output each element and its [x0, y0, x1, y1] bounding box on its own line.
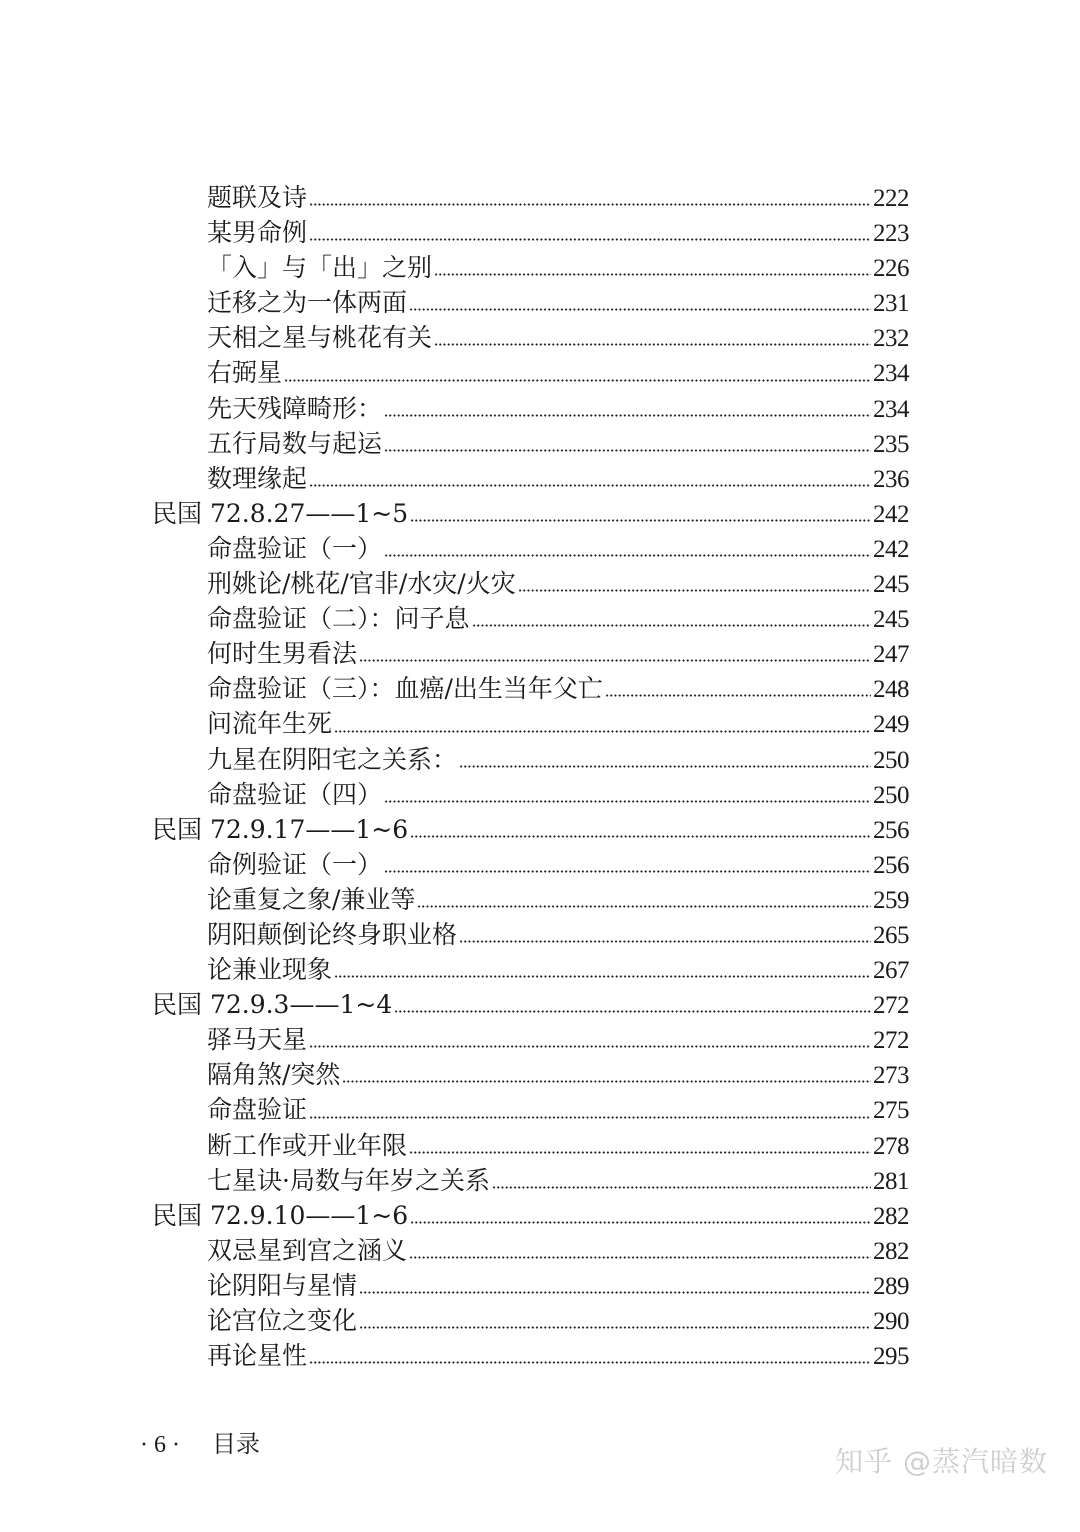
toc-entry: [152, 1092, 909, 1127]
toc-entry-page: 290: [873, 1308, 909, 1335]
toc-entry-title: 民国 72.9.3——1~4: [152, 990, 393, 1020]
toc-entry-title: 命盘验证（四）: [207, 779, 383, 809]
toc-entry-title: 论阴阳与星情: [207, 1270, 358, 1300]
footer-section-title: 目录: [211, 1430, 260, 1458]
toc-entry-page: 236: [873, 465, 909, 493]
toc-entry-page: 272: [873, 1027, 909, 1055]
toc-dot-leader: [384, 449, 871, 452]
toc-entry-page: 234: [873, 395, 909, 423]
toc-entry-title: 某男命例: [207, 218, 308, 248]
toc-dot-leader: [334, 975, 871, 978]
toc-entry-page: 235: [873, 430, 909, 458]
toc-entry: [152, 636, 909, 671]
toc-entry-page: 245: [873, 606, 909, 634]
toc-entry-page: 248: [873, 676, 909, 704]
toc-entry: [152, 566, 909, 601]
toc-entry: [152, 250, 909, 285]
toc-entry-page: 281: [873, 1167, 909, 1195]
toc-entry-title: 论宫位之变化: [207, 1306, 358, 1335]
toc-entry-title: 迁移之为一体两面: [207, 288, 408, 318]
toc-entry: [152, 1268, 909, 1303]
toc-dot-leader: [309, 203, 871, 206]
toc-entry: [152, 1022, 909, 1057]
toc-dot-leader: [605, 694, 871, 697]
toc-entry-title: 刑姚论/桃花/官非/水灾/火灾: [207, 569, 516, 599]
toc-entry-title: 隔角煞/突然: [207, 1060, 341, 1090]
toc-entry-page: 256: [873, 851, 909, 879]
toc-entry-title: 断工作或开业年限: [207, 1130, 408, 1160]
toc-entry-title: 先天残障畸形：: [207, 393, 383, 423]
toc-entry-page: 249: [873, 711, 909, 739]
toc-entry-page: 245: [873, 571, 909, 599]
table-of-contents: [152, 180, 909, 1373]
toc-entry-title: 命盘验证（一）: [207, 533, 383, 563]
toc-entry: [152, 952, 909, 987]
toc-entry-title: 数理缘起: [207, 463, 308, 493]
toc-entry: [152, 847, 909, 882]
toc-dot-leader: [384, 870, 871, 873]
toc-entry-page: 231: [873, 290, 909, 318]
toc-dot-leader: [434, 273, 871, 276]
toc-entry: [152, 180, 909, 215]
toc-entry-page: 242: [873, 500, 909, 528]
toc-entry: [152, 1128, 909, 1163]
toc-entry-page: 282: [873, 1237, 909, 1265]
toc-entry: [152, 320, 909, 355]
toc-entry: [152, 812, 909, 847]
toc-dot-leader: [309, 484, 871, 487]
toc-entry: [152, 706, 909, 741]
toc-dot-leader: [309, 1361, 871, 1364]
toc-entry: [152, 917, 909, 952]
toc-dot-leader: [359, 1291, 871, 1294]
toc-entry-title: 何时生男看法: [207, 639, 358, 669]
toc-entry: [152, 742, 909, 777]
toc-entry-page: 295: [873, 1343, 909, 1371]
toc-entry-page: 289: [873, 1272, 909, 1300]
toc-dot-leader: [459, 940, 871, 943]
toc-entry-title: 命盘验证: [207, 1095, 308, 1125]
toc-entry-title: 命盘验证（二）：问子息: [207, 604, 470, 634]
toc-entry-page: 232: [873, 325, 909, 353]
toc-entry: [152, 215, 909, 250]
toc-entry-title: 再论星性: [207, 1341, 308, 1371]
toc-entry-title: 「入」与「出」之别: [207, 253, 433, 283]
toc-dot-leader: [417, 905, 871, 908]
toc-dot-leader: [384, 414, 871, 417]
toc-entry-title: 天相之星与桃花有关: [207, 323, 433, 353]
toc-entry: [152, 671, 909, 706]
toc-dot-leader: [309, 238, 871, 241]
toc-entry: [152, 426, 909, 461]
toc-entry: [152, 1163, 909, 1198]
toc-entry-page: 275: [873, 1097, 909, 1125]
toc-dot-leader: [384, 800, 871, 803]
toc-entry: [152, 882, 909, 917]
toc-dot-leader: [409, 1256, 871, 1259]
toc-entry-title: 命盘验证（三）：血癌/出生当年父亡: [207, 674, 603, 704]
toc-entry: [152, 987, 909, 1022]
toc-dot-leader: [518, 589, 871, 592]
toc-dot-leader: [309, 1045, 871, 1048]
toc-dot-leader: [384, 554, 871, 557]
toc-entry: [152, 1198, 909, 1233]
toc-entry-title: 七星诀·局数与年岁之关系: [207, 1165, 490, 1195]
toc-entry-page: 226: [873, 255, 909, 283]
toc-dot-leader: [409, 1151, 871, 1154]
toc-entry-title: 五行局数与起运: [207, 428, 383, 458]
toc-entry-title: 阴阳颠倒论终身职业格: [207, 919, 458, 949]
footer-page-number: · 6 ·: [140, 1432, 180, 1458]
toc-dot-leader: [410, 519, 871, 522]
toc-entry: [152, 531, 909, 566]
toc-entry-title: 论兼业现象: [207, 955, 333, 985]
toc-entry-page: 250: [873, 746, 909, 774]
toc-entry: [152, 1338, 909, 1373]
toc-entry-page: 223: [873, 220, 909, 248]
toc-entry-page: 273: [873, 1062, 909, 1090]
toc-entry-title: 命例验证（一）: [207, 849, 383, 879]
toc-entry-page: 267: [873, 957, 909, 985]
toc-entry: [152, 285, 909, 320]
toc-entry-title: 右弼星: [207, 358, 283, 388]
toc-entry-page: 265: [873, 921, 909, 949]
toc-dot-leader: [359, 1326, 871, 1329]
toc-entry-title: 九星在阴阳宅之关系：: [207, 744, 458, 774]
toc-entry-page: 282: [873, 1202, 909, 1230]
toc-dot-leader: [459, 765, 871, 768]
toc-dot-leader: [394, 1010, 871, 1013]
toc-dot-leader: [309, 1116, 871, 1119]
toc-dot-leader: [434, 343, 871, 346]
page-footer: [140, 1428, 260, 1461]
toc-entry-title: 问流年生死: [207, 709, 333, 739]
toc-dot-leader: [492, 1186, 871, 1189]
toc-entry-page: 247: [873, 641, 909, 669]
toc-entry-page: 242: [873, 535, 909, 563]
toc-dot-leader: [410, 1221, 871, 1224]
toc-entry-title: 民国 72.8.27——1~5: [152, 498, 409, 528]
toc-entry: [152, 1303, 909, 1338]
toc-entry-page: 259: [873, 886, 909, 914]
toc-entry-page: 256: [873, 816, 909, 844]
toc-dot-leader: [410, 835, 871, 838]
toc-entry: [152, 601, 909, 636]
watermark: 知乎 @蒸汽暗数: [835, 1445, 1048, 1478]
toc-entry-title: 论重复之象/兼业等: [207, 884, 416, 914]
toc-entry: [152, 355, 909, 390]
toc-dot-leader: [359, 659, 871, 662]
toc-entry: [152, 777, 909, 812]
toc-entry-page: 272: [873, 992, 909, 1020]
toc-dot-leader: [284, 379, 871, 382]
toc-entry: [152, 1233, 909, 1268]
toc-dot-leader: [472, 624, 871, 627]
toc-dot-leader: [342, 1080, 871, 1083]
toc-entry-title: 民国 72.9.10——1~6: [152, 1200, 409, 1230]
toc-entry-page: 278: [873, 1132, 909, 1160]
toc-entry-title: 双忌星到宫之涵义: [207, 1235, 408, 1265]
toc-entry-page: 250: [873, 781, 909, 809]
toc-entry-title: 驿马天星: [207, 1025, 308, 1055]
toc-entry: [152, 496, 909, 531]
toc-entry-title: 民国 72.9.17——1~6: [152, 814, 409, 844]
toc-entry: [152, 1057, 909, 1092]
toc-entry-title: 题联及诗: [207, 183, 308, 212]
toc-entry-page: 222: [873, 185, 909, 212]
toc-entry-page: 234: [873, 360, 909, 388]
toc-entry: [152, 391, 909, 426]
toc-entry: [152, 461, 909, 496]
toc-dot-leader: [334, 730, 871, 733]
toc-dot-leader: [409, 308, 871, 311]
